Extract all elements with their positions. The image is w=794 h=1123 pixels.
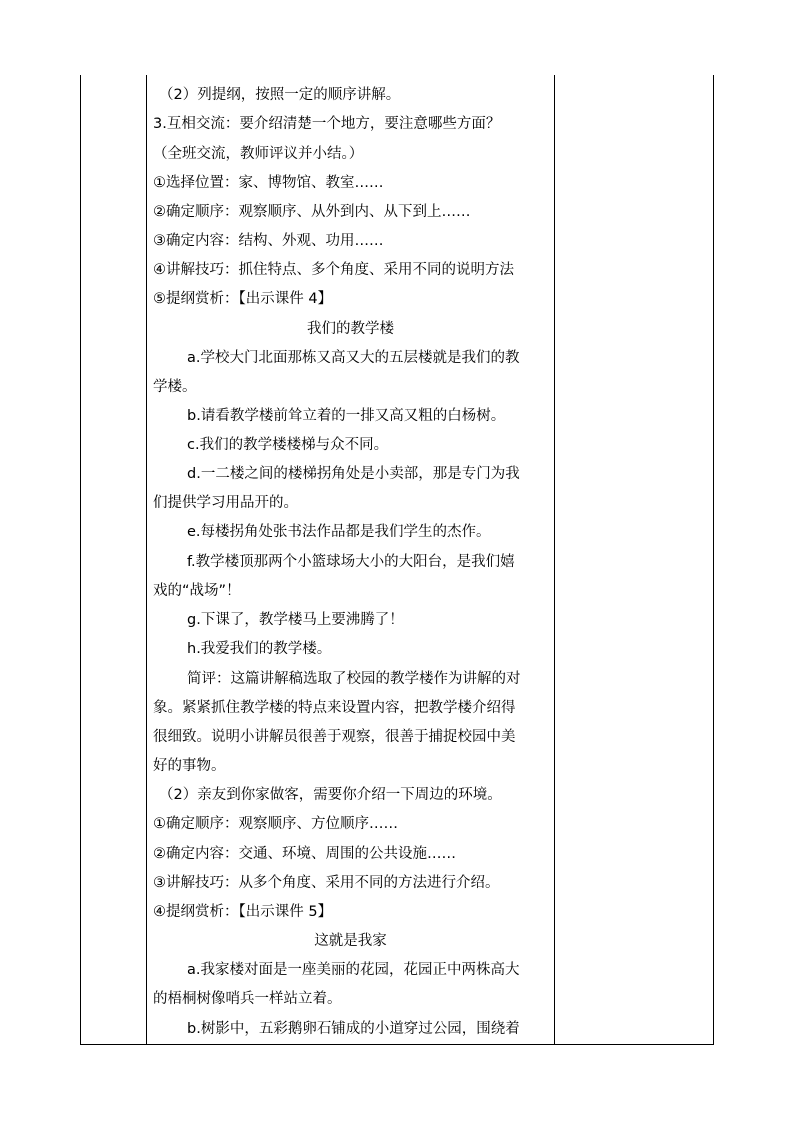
table-border-left bbox=[80, 75, 81, 1045]
text-line: g.下课了，教学楼马上要沸腾了！ bbox=[187, 612, 404, 628]
text-line: 戏的“战场”！ bbox=[153, 583, 241, 599]
table-divider-2 bbox=[554, 75, 555, 1045]
text-line: ⑤提纲赏析：【出示课件 4】 bbox=[153, 291, 333, 307]
text-line: 的梧桐树像哨兵一样站立着。 bbox=[153, 991, 342, 1007]
text-line: c.我们的教学楼楼梯与众不同。 bbox=[187, 437, 389, 453]
section-title: 这就是我家 bbox=[314, 933, 387, 949]
text-line: ①选择位置：家、博物馆、教室…… bbox=[153, 175, 384, 191]
text-line: e.每楼拐角处张书法作品都是我们学生的杰作。 bbox=[187, 524, 491, 540]
text-line: ④提纲赏析：【出示课件 5】 bbox=[153, 904, 333, 920]
text-line: （全班交流，教师评议并小结。） bbox=[153, 146, 364, 162]
text-line: 3.互相交流：要介绍清楚一个地方，要注意哪些方面？ bbox=[153, 116, 501, 132]
text-line: 好的事物。 bbox=[153, 758, 226, 774]
text-line: 学楼。 bbox=[153, 379, 197, 395]
text-line: （2）亲友到你家做客，需要你介绍一下周边的环境。 bbox=[159, 787, 502, 803]
text-line: 很细致。说明小讲解员很善于观察，很善于捕捉校园中美 bbox=[153, 729, 516, 745]
table-border-bottom bbox=[80, 1044, 714, 1045]
text-line: ③讲解技巧：从多个角度、采用不同的方法进行介绍。 bbox=[153, 875, 500, 891]
text-line: 象。紧紧抓住教学楼的特点来设置内容，把教学楼介绍得 bbox=[153, 700, 516, 716]
text-line: b.请看教学楼前耸立着的一排又高又粗的白杨树。 bbox=[187, 408, 506, 424]
table-divider-1 bbox=[146, 75, 147, 1045]
text-line: ④讲解技巧：抓住特点、多个角度、采用不同的说明方法 bbox=[153, 262, 514, 278]
text-line: ②确定内容：交通、环境、周围的公共设施…… bbox=[153, 846, 456, 862]
text-line: ②确定顺序：观察顺序、从外到内、从下到上…… bbox=[153, 204, 471, 220]
text-line: a.学校大门北面那栋又高又大的五层楼就是我们的教 bbox=[187, 350, 520, 366]
text-line: ③确定内容：结构、外观、功用…… bbox=[153, 233, 384, 249]
text-line: 简评：这篇讲解稿选取了校园的教学楼作为讲解的对 bbox=[187, 671, 521, 687]
text-line: h.我爱我们的教学楼。 bbox=[187, 641, 332, 657]
text-line: ①确定顺序：观察顺序、方位顺序…… bbox=[153, 816, 398, 832]
text-line: （2）列提纲，按照一定的顺序讲解。 bbox=[159, 87, 401, 103]
text-line: a.我家楼对面是一座美丽的花园，花园正中两株高大 bbox=[187, 962, 520, 978]
table-border-right bbox=[713, 75, 714, 1045]
text-line: 们提供学习用品开的。 bbox=[153, 495, 298, 511]
text-line: d.一二楼之间的楼梯拐角处是小卖部，那是专门为我 bbox=[187, 466, 520, 482]
text-line: f.教学楼顶那两个小篮球场大小的大阳台，是我们嬉 bbox=[187, 554, 515, 570]
section-title: 我们的教学楼 bbox=[307, 321, 394, 337]
text-line: b.树影中，五彩鹅卵石铺成的小道穿过公园，围绕着 bbox=[187, 1021, 520, 1037]
